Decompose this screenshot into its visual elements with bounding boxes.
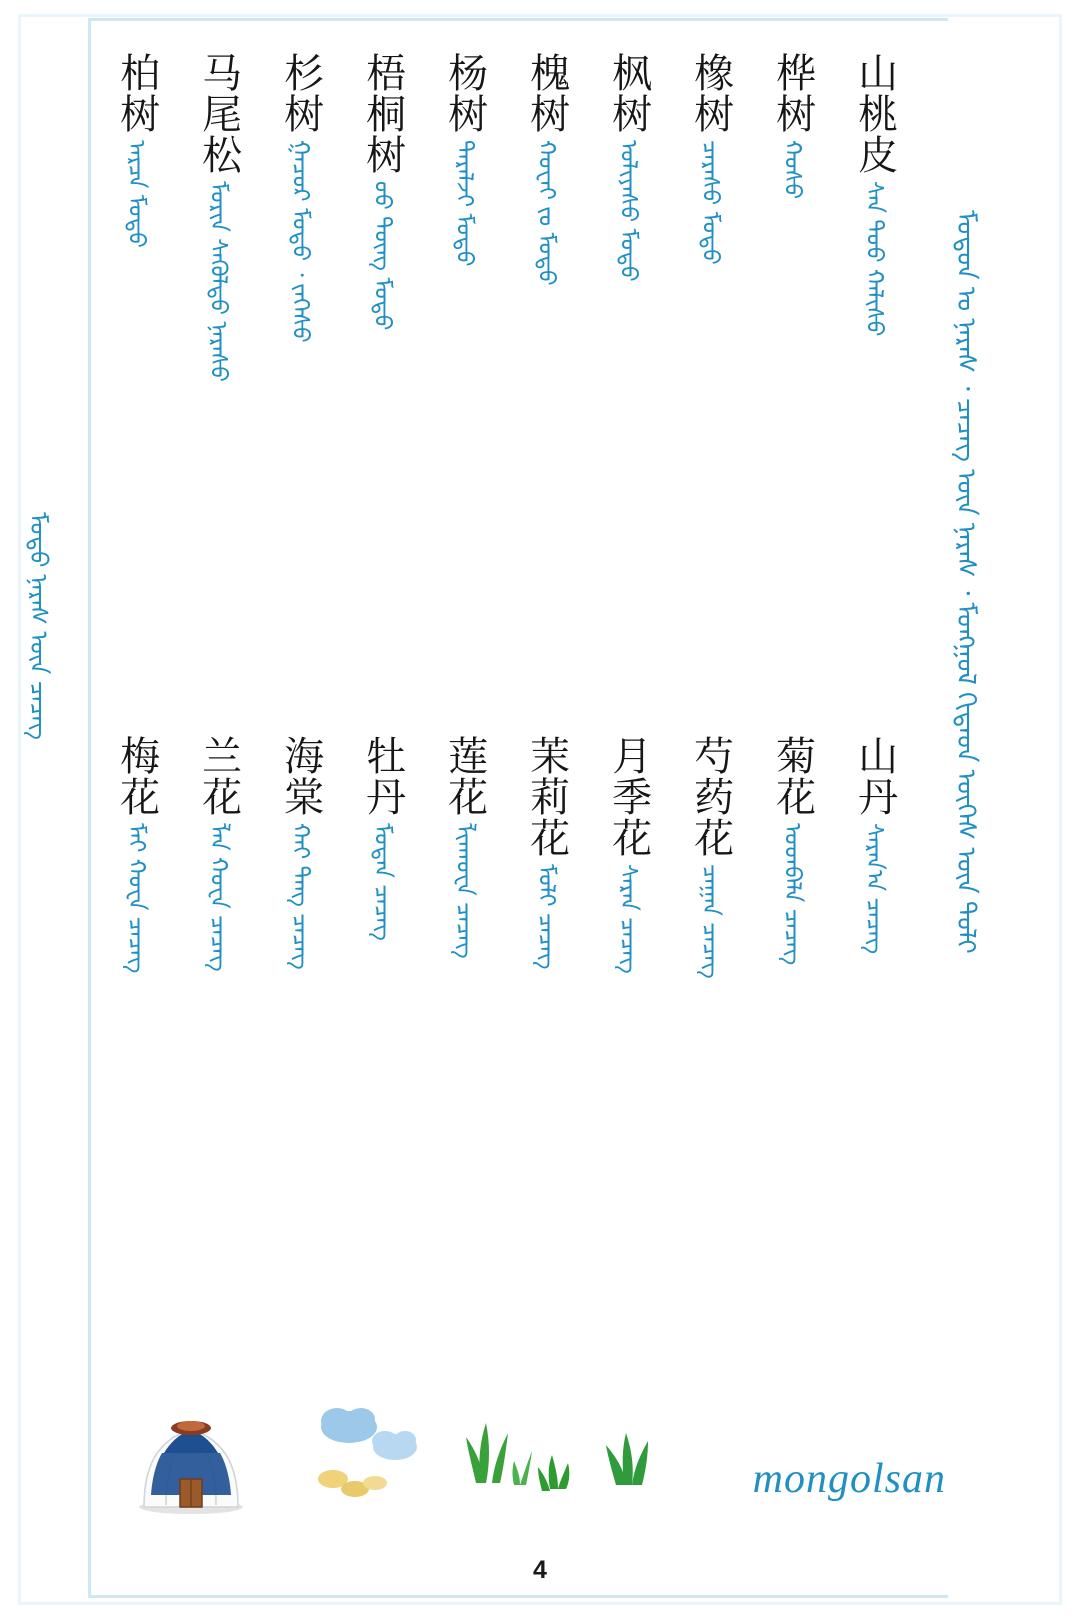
vocabulary-entry: [752, 735, 834, 1205]
entry-chinese: 橡树: [688, 52, 734, 134]
entry-chinese: 菊花: [770, 735, 816, 817]
entry-mongolian: ᠭᠠᠴᠤᠷ ᠮᠣᠳᠣ ᠂ ᠵᠡᠭᠡᠰᠦ: [288, 140, 315, 343]
vocabulary-entry: [588, 52, 670, 572]
entry-mongolian: ᠮᠡᠢ ᠬᠤᠸᠠ ᠴᠡᠴᠡᠭ: [124, 823, 151, 974]
entry-chinese: 月季花: [606, 735, 652, 858]
cloud-and-stones-icon: [311, 1395, 441, 1505]
vocabulary-entry: [834, 52, 916, 572]
vertical-section-header: ᠮᠣᠳᠣᠨ ᠤ ᠨᠡᠷᠡᠰ ᠂ ᠴᠡᠴᠡᠭ ᠦᠨ ᠨᠡᠷᠡᠰ ᠂ ᠮᠣᠩᠭᠣᠯ ᠬᠢᠲᠠᠳ ᠦᠭᠡᠰ ᠦᠨ ᠲᠣᠯᠢ: [952, 210, 982, 954]
page-number: 4: [533, 1556, 547, 1584]
entry-chinese: 兰花: [196, 735, 242, 817]
entry-mongolian: ᠠᠷᠴᠠ ᠮᠣᠳᠣ: [124, 140, 151, 248]
entry-chinese: 柏树: [114, 52, 160, 134]
vocabulary-entry: [834, 735, 916, 1205]
entry-chinese: 杉树: [278, 52, 324, 134]
entry-chinese: 槐树: [524, 52, 570, 134]
vocabulary-entry: [670, 735, 752, 1205]
yurt-icon: [126, 1395, 256, 1515]
entry-mongolian: ᠰᠠᠨ ᠲᠣᠣ ᠬᠠᠯᠢᠰᠤ: [862, 181, 889, 337]
footer-illustration: [96, 1373, 956, 1523]
entry-mongolian: ᠤᠯᠢᠶᠠᠰᠤ ᠮᠣᠳᠣ: [616, 140, 643, 282]
vocabulary-entry: [506, 52, 588, 572]
entry-chinese: 枫树: [606, 52, 652, 134]
vocabulary-entry: [178, 52, 260, 572]
vocabulary-entry: [260, 735, 342, 1205]
vocabulary-entry: [424, 735, 506, 1205]
left-margin-caption: ᠮᠣᠳᠣ ᠨᠡᠷᠡᠰ ᠦᠨ ᠴᠡᠴᠡᠭ: [24, 512, 52, 740]
entry-chinese: 梅花: [114, 735, 160, 817]
entry-chinese: 山桃皮: [852, 52, 898, 175]
vocabulary-entry: [342, 52, 424, 572]
entry-mongolian: ᠲᠡᠷᠡᠯᠵᠢ ᠮᠣᠳᠣ: [452, 140, 479, 267]
vocabulary-entry: [506, 735, 588, 1205]
flower-names-column-group: [96, 735, 916, 1205]
vocabulary-entry: [342, 735, 424, 1205]
entry-chinese: 茉莉花: [524, 735, 570, 858]
entry-chinese: 牡丹: [360, 735, 406, 817]
entry-mongolian: ᠦᠦ ᠲᠦᠩ ᠮᠣᠳᠣ: [370, 181, 397, 331]
entry-mongolian: ᠮᠣᠷᠢᠨ ᠰᠡᠭᠦᠯᠲᠦ ᠨᠠᠷᠠᠰᠤ: [206, 181, 233, 383]
vocabulary-entry: [96, 52, 178, 572]
vocabulary-entry: [96, 735, 178, 1205]
entry-chinese: 马尾松: [196, 52, 242, 175]
entry-mongolian: ᠰᠠᠷᠠᠨ ᠴᠡᠴᠡᠭ: [616, 864, 643, 974]
grass-icon: [456, 1403, 706, 1513]
vocabulary-entry: [670, 52, 752, 572]
vocabulary-entry: [424, 52, 506, 572]
entry-mongolian: ᠮᠤᠳᠠᠨ ᠴᠡᠴᠡᠭ: [370, 823, 397, 941]
entry-mongolian: ᠬᠤᠰᠤ: [780, 140, 807, 200]
entry-mongolian: ᠬᠤᠸᠠᠢ ᠵᠤ ᠮᠣᠳᠣ: [534, 140, 561, 286]
entry-chinese: 桦树: [770, 52, 816, 134]
vocabulary-entry: [588, 735, 670, 1205]
entry-mongolian: ᠴᠠᠷᠠᠰᠤ ᠮᠣᠳᠣ: [698, 140, 725, 265]
vocabulary-entry: [178, 735, 260, 1205]
vocabulary-entry: [260, 52, 342, 572]
entry-chinese: 芍药花: [688, 735, 734, 858]
entry-mongolian: ᠯᠠᠨ ᠬᠤᠸᠠ ᠴᠡᠴᠡᠭ: [206, 823, 233, 972]
entry-chinese: 海棠: [278, 735, 324, 817]
tree-names-column-group: [96, 52, 916, 572]
entry-mongolian: ᠤᠳᠪᠠᠯᠠ ᠴᠡᠴᠡᠭ: [780, 823, 807, 966]
entry-chinese: 山丹: [852, 735, 898, 817]
vocabulary-entry: [752, 52, 834, 572]
entry-mongolian: ᠬᠠᠢ ᠲᠠᠩ ᠴᠡᠴᠡᠭ: [288, 823, 315, 970]
entry-chinese: 莲花: [442, 735, 488, 817]
brand-watermark: mongolsan: [752, 1456, 946, 1502]
entry-chinese: 梧桐树: [360, 52, 406, 175]
entry-mongolian: ᠮᠣᠯᠢ ᠴᠡᠴᠡᠭ: [534, 864, 561, 970]
entry-chinese: 杨树: [442, 52, 488, 134]
entry-mongolian: ᠴᠠᠭᠠᠨ ᠴᠡᠴᠡᠭ: [698, 864, 725, 979]
entry-mongolian: ᠰᠠᠷᠠᠨ᠎ᠠ ᠴᠡᠴᠡᠭ: [862, 823, 889, 955]
entry-mongolian: ᠯᠢᠨᠬᠤᠸᠠ ᠴᠡᠴᠡᠭ: [452, 823, 479, 959]
